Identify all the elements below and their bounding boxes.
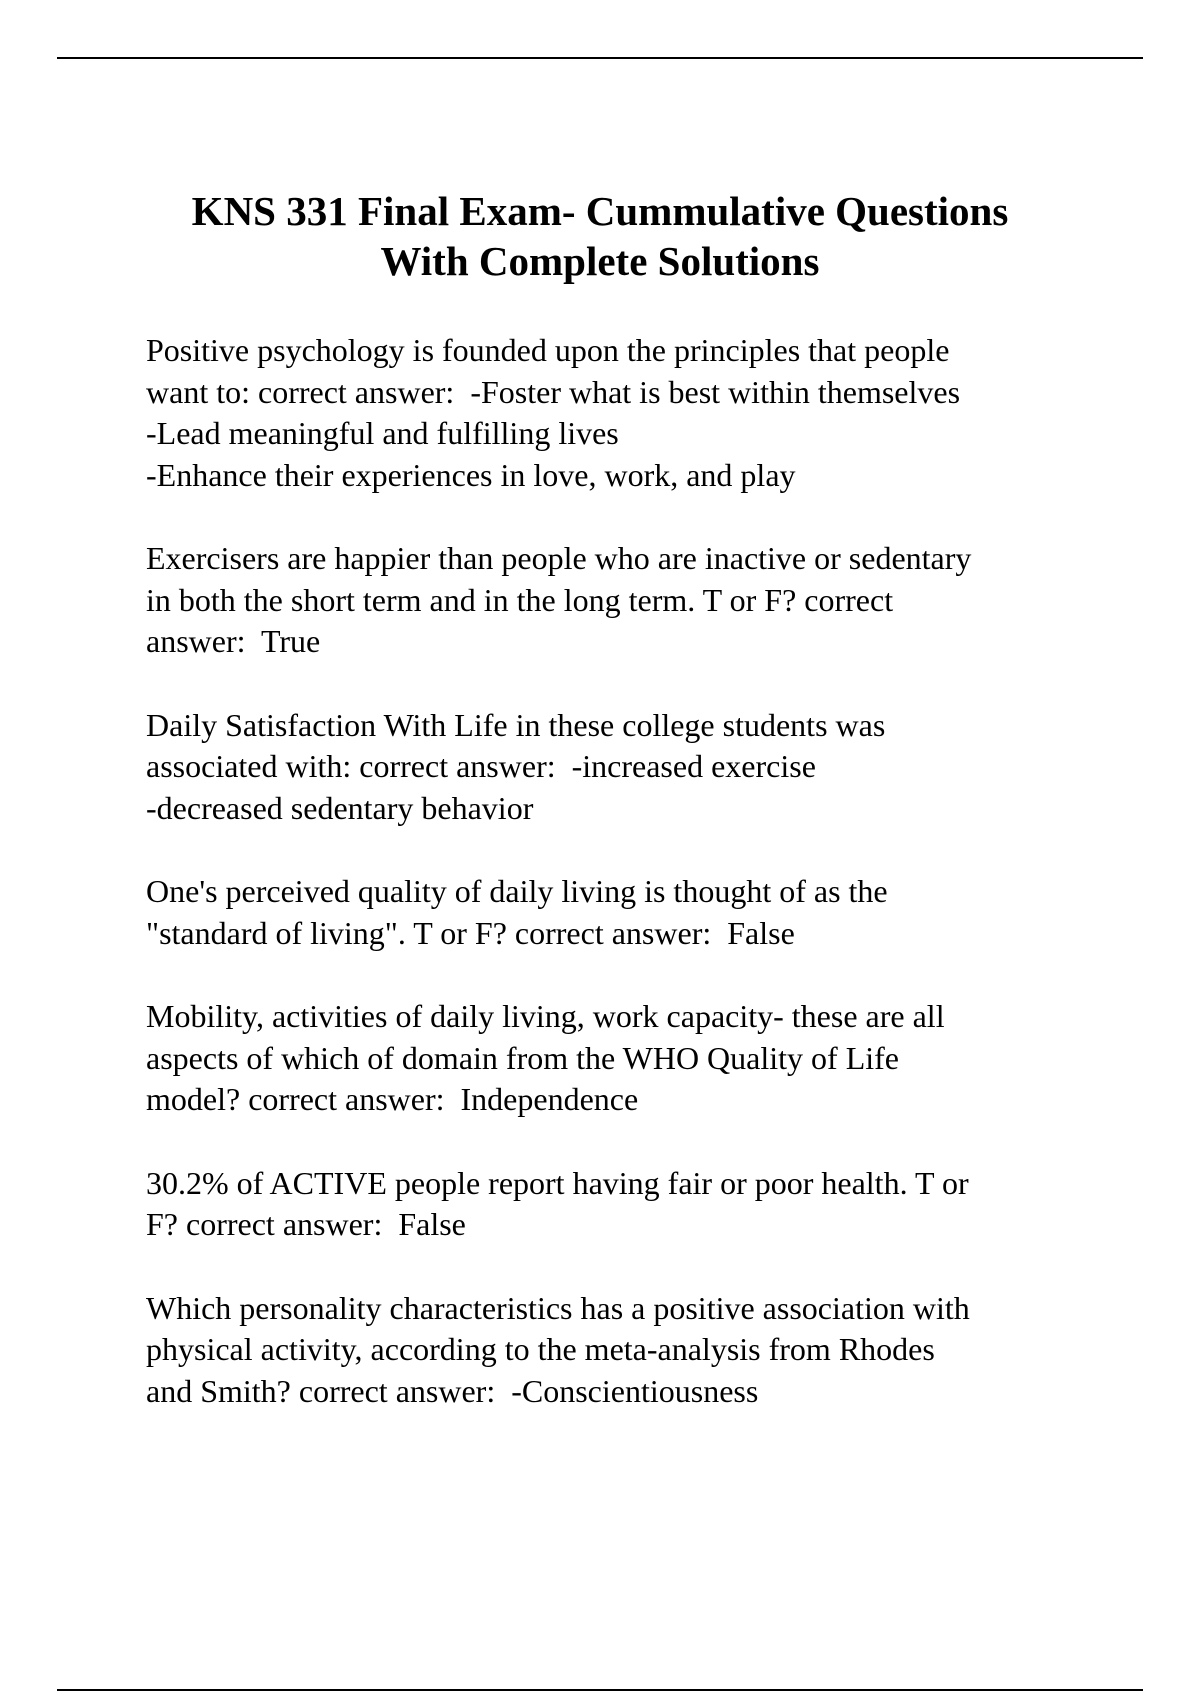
question-item-4 (146, 871, 1146, 954)
question-item-3 (146, 705, 1146, 830)
document-title (100, 186, 1100, 286)
question-list (146, 330, 1146, 1454)
question-line: in both the short term and in the long term. T or F? correct (146, 581, 894, 618)
question-item-5 (146, 996, 1146, 1121)
question-line: Which personality characteristics has a positive association with (146, 1289, 970, 1326)
answer-line: answer: True (146, 623, 321, 659)
header-rule (57, 57, 1143, 59)
question-line: Positive psychology is founded upon the principles that people (146, 332, 950, 368)
question-line: "standard of living". T or F? correct answer: False (146, 914, 795, 951)
question-line: physical activity, according to the meta-analysis from Rhodes (146, 1331, 935, 1367)
question-line: want to: correct answer: -Foster what is best within themselves (146, 373, 961, 410)
question-item-7 (146, 1288, 1146, 1413)
answer-line: and Smith? correct answer: -Conscientiousness (146, 1372, 759, 1409)
question-line: Exercisers are happier than people who are inactive or sedentary (146, 540, 972, 576)
question-line: Daily Satisfaction With Life in these college students was (146, 706, 886, 743)
answer-line: -Lead meaningful and fulfilling lives (146, 415, 619, 451)
question-line: associated with: correct answer: -increased exercise (146, 748, 816, 784)
answer-line: F? correct answer: False (146, 1206, 466, 1242)
footer-rule (57, 1689, 1143, 1691)
question-item-6 (146, 1163, 1146, 1246)
question-line: Mobility, activities of daily living, work capacity- these are all (146, 998, 945, 1034)
question-line: One's perceived quality of daily living is thought of as the (146, 873, 888, 909)
title-line-1: KNS 331 Final Exam- Cummulative Questions (191, 188, 1009, 234)
answer-line: -Enhance their experiences in love, work, and play (146, 456, 796, 493)
question-line: 30.2% of ACTIVE people report having fair or poor health. T or (146, 1164, 969, 1201)
title-line-2: With Complete Solutions (380, 238, 820, 284)
answer-line: model? correct answer: Independence (146, 1081, 639, 1117)
question-line: aspects of which of domain from the WHO Quality of Life (146, 1039, 899, 1076)
answer-line: -decreased sedentary behavior (146, 789, 534, 826)
question-item-1 (146, 330, 1146, 496)
question-item-2 (146, 538, 1146, 663)
